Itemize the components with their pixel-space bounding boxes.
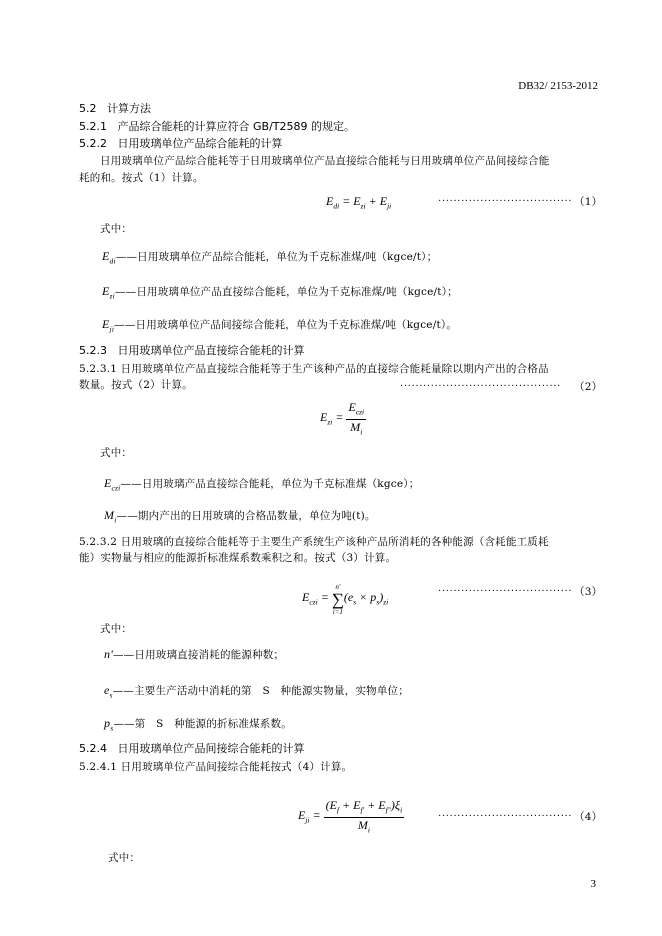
section-text: 产品综合能耗的计算应符合 GB/T2589 的规定。 <box>117 120 355 133</box>
paragraph-line: 5.2.4.1 日用玻璃单位产品间接综合能耗按式（4）计算。 <box>79 761 353 773</box>
header-standard-code: DB32/ 2153-2012 <box>518 80 598 92</box>
definition-e-czi: $E_{czi}——$日用玻璃产品直接综合能耗，单位为千克标准煤（kgce）； <box>104 476 420 493</box>
definition-m-i: $M_i——$期内产出的日用玻璃的合格品数量，单位为吨(t)。 <box>104 508 376 525</box>
where-label: 式中： <box>100 447 133 459</box>
equation-leader-dots: ··································· <box>438 586 573 597</box>
definition-text: ——日用玻璃产品直接综合能耗，单位为千克标准煤（kgce）； <box>120 478 420 490</box>
definition-e-ji: $E_{ji}——$日用玻璃单位产品间接综合能耗，单位为千克标准煤/吨（kgce/t）。 <box>102 317 458 334</box>
where-label: 式中： <box>100 223 133 235</box>
definition-e-di: $E_{di}——$日用玻璃单位产品综合能耗，单位为千克标准煤/吨（kgce/t）； <box>102 249 438 266</box>
equation-1: $E_{di} = E_{zi} + E_{ji}$ <box>326 194 392 211</box>
equation-3: $E_{czi}$ = n' ∑ i=1 $(e_s \times p_s)_{zi}$ <box>302 583 389 616</box>
where-label: 式中： <box>100 623 133 635</box>
equation-4: $E_{ji}$ = $\frac{(E_f + E_{f'} + E_{f''})\xi_i}{M_i}$ <box>298 798 403 835</box>
definition-text: ——期内产出的日用玻璃的合格品数量，单位为吨(t)。 <box>116 510 376 522</box>
section-5-2-2-heading <box>79 137 283 151</box>
definition-text: ——主要生产活动中消耗的第 S 种能源实物量，实物单位； <box>112 685 409 697</box>
paragraph-line: 数量。按式（2）计算。 <box>79 379 193 391</box>
page-number: 3 <box>590 878 596 890</box>
paragraph-line: 日用玻璃单位产品综合能耗等于日用玻璃单位产品直接综合能耗与日用玻璃单位产品间接综合能 <box>100 155 550 167</box>
equation-2: $E_{zi}$ = $\frac{E_{czi}}{M_i}$ <box>320 400 365 437</box>
definition-n-prime: n'——日用玻璃直接消耗的能源种数； <box>104 647 285 661</box>
equation-number: （1） <box>574 196 603 208</box>
section-number: 5.2 <box>79 102 97 115</box>
section-number: 5.2.2 <box>79 137 107 150</box>
section-5-2-1 <box>79 120 355 134</box>
paragraph-line: 5.2.3.2 日用玻璃的直接综合能耗等于主要生产系统生产该种产品所消耗的各种能源（含耗能工质耗 <box>79 536 549 548</box>
section-5-2-4-heading <box>79 742 305 756</box>
section-number: 5.2.4 <box>79 742 107 755</box>
definition-p-s: $p_s——$第 S 种能源的折标准煤系数。 <box>104 716 292 733</box>
paragraph-line: 5.2.3.1 日用玻璃单位产品直接综合能耗等于生产该种产品的直接综合能耗量除以期内产出的合格品 <box>79 363 549 375</box>
definition-e-zi: $E_{zi}——$日用玻璃单位产品直接综合能耗，单位为千克标准煤/吨（kgce/t）； <box>102 284 458 301</box>
equation-number: （4） <box>574 811 603 823</box>
definition-text: ——日用玻璃单位产品直接综合能耗，单位为千克标准煤/吨（kgce/t）； <box>114 286 458 298</box>
definition-text: ——日用玻璃单位产品间接综合能耗，单位为千克标准煤/吨（kgce/t）。 <box>114 319 458 331</box>
equation-leader-dots: ··································· <box>438 196 573 207</box>
paragraph-line: 耗的和。按式（1）计算。 <box>79 172 204 184</box>
paragraph-line: 能）实物量与相应的能源折标准煤系数乘积之和。按式（3）计算。 <box>79 552 397 564</box>
definition-text: ——日用玻璃直接消耗的能源种数； <box>112 649 285 661</box>
where-label: 式中： <box>108 852 141 864</box>
section-title: 日用玻璃单位产品间接综合能耗的计算 <box>117 742 305 755</box>
equation-leader-dots: ··································· <box>438 811 573 822</box>
section-title: 日用玻璃单位产品直接综合能耗的计算 <box>117 344 305 357</box>
section-title: 计算方法 <box>107 102 151 115</box>
definition-e-s: $e_s——$主要生产活动中消耗的第 S 种能源实物量，实物单位； <box>104 683 409 700</box>
equation-number: （2） <box>574 381 603 393</box>
definition-text: ——第 S 种能源的折标准煤系数。 <box>113 718 292 730</box>
section-number: 5.2.1 <box>79 120 107 133</box>
section-5-2-3-heading <box>79 344 305 358</box>
definition-text: ——日用玻璃单位产品综合能耗，单位为千克标准煤/吨（kgce/t）； <box>115 251 438 263</box>
equation-number: （3） <box>574 586 603 598</box>
equation-leader-dots: ·········································· <box>400 381 561 392</box>
section-number: 5.2.3 <box>79 344 107 357</box>
section-title: 日用玻璃单位产品综合能耗的计算 <box>117 137 283 150</box>
section-5-2-heading <box>79 102 151 116</box>
